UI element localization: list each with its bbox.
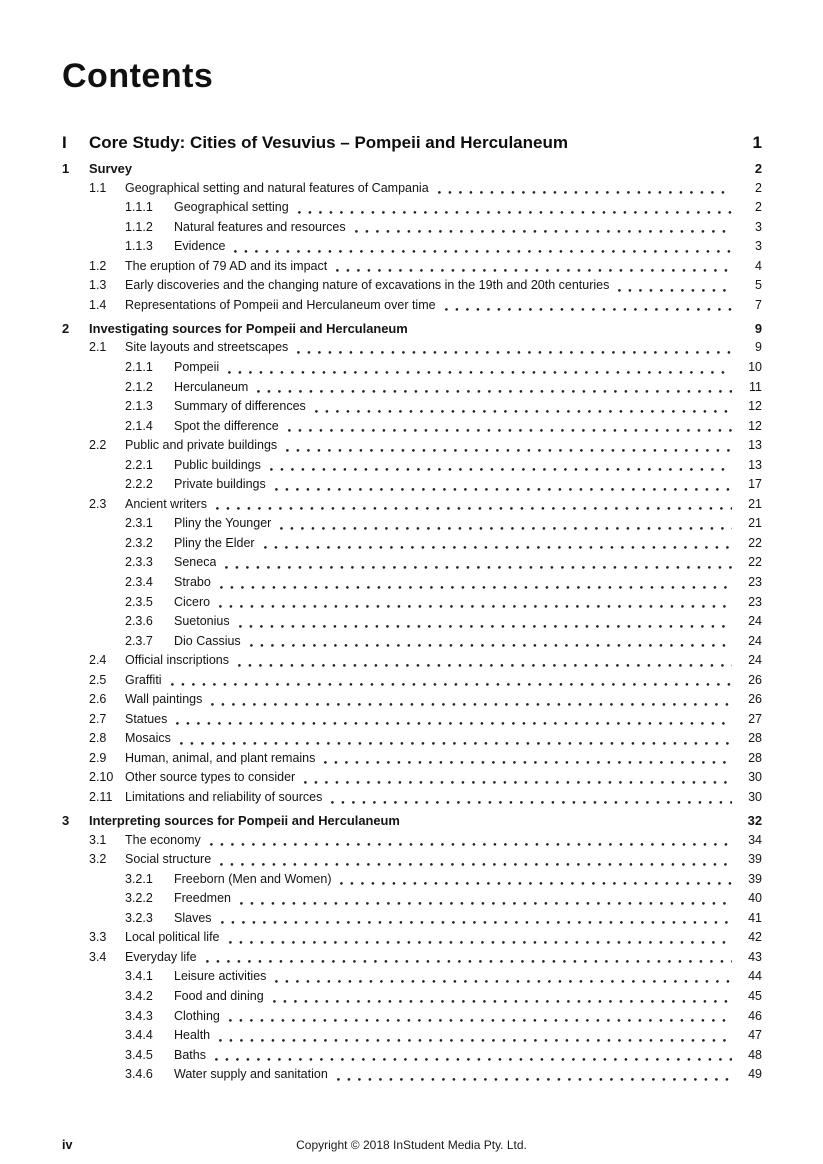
dot-leader — [220, 863, 732, 866]
toc-entry-page: 2 — [755, 180, 762, 195]
toc-entry-number: I — [62, 133, 67, 152]
toc-entry-number: 1.1.3 — [125, 239, 153, 254]
toc-entry-2-5 — [62, 671, 762, 691]
folio-page-number: iv — [62, 1138, 73, 1152]
dot-leader — [273, 1000, 732, 1003]
toc-entry-2-1-4 — [62, 417, 762, 437]
toc-entry-number: 2.5 — [89, 672, 107, 687]
toc-entry-page: 45 — [748, 988, 762, 1003]
toc-entry-1-1-3 — [62, 237, 762, 257]
toc-entry-page: 1 — [752, 133, 762, 152]
toc-entry-3 — [62, 811, 762, 831]
toc-entry-2-6 — [62, 690, 762, 710]
toc-entry-number: 2.9 — [89, 750, 107, 765]
toc-entry-page: 28 — [748, 731, 762, 746]
toc-entry-title: Statues — [125, 711, 168, 726]
toc-entry-1-2 — [62, 257, 762, 277]
toc-entry-title: Slaves — [174, 910, 212, 925]
toc-entry-number: 2.2.1 — [125, 457, 153, 472]
toc-entry-number: 3.4.6 — [125, 1067, 153, 1082]
toc-entry-1-4 — [62, 296, 762, 316]
toc-entry-title: Official inscriptions — [125, 653, 229, 668]
toc-entry-page: 12 — [748, 399, 762, 414]
toc-entry-page: 3 — [755, 219, 762, 234]
dot-leader — [280, 527, 732, 530]
dot-leader — [220, 586, 732, 589]
toc-entry-title: Herculaneum — [174, 379, 249, 394]
dot-leader — [216, 507, 732, 510]
toc-entry-2-2-2 — [62, 475, 762, 495]
toc-entry-page: 42 — [748, 930, 762, 945]
toc-entry-title: Baths — [174, 1047, 206, 1062]
toc-entry-I — [62, 131, 762, 155]
dot-leader — [304, 781, 732, 784]
toc-entry-number: 1 — [62, 161, 70, 176]
toc-entry-2-4 — [62, 651, 762, 671]
toc-entry-2-3-2 — [62, 534, 762, 554]
toc-entry-2-3-5 — [62, 593, 762, 613]
toc-entry-page: 39 — [748, 871, 762, 886]
toc-entry-1-1-1 — [62, 198, 762, 218]
toc-entry-number: 2.1 — [89, 340, 107, 355]
dot-leader — [275, 488, 732, 491]
toc-entry-2-2-1 — [62, 456, 762, 476]
toc-entry-2-9 — [62, 749, 762, 769]
toc-entry-page: 10 — [748, 359, 762, 374]
toc-entry-3-1 — [62, 831, 762, 851]
dot-leader — [240, 902, 732, 905]
toc-entry-3-4-2 — [62, 987, 762, 1007]
toc-entry-number: 2.3.4 — [125, 574, 153, 589]
toc-entry-number: 1.1.2 — [125, 219, 153, 234]
toc-entry-page: 28 — [748, 750, 762, 765]
toc-entry-number: 2.3.7 — [125, 633, 153, 648]
toc-entry-number: 2.4 — [89, 653, 107, 668]
dot-leader — [618, 289, 732, 292]
toc-entry-2-3 — [62, 495, 762, 515]
dot-leader — [176, 722, 732, 725]
toc-entry-page: 32 — [747, 813, 762, 829]
toc-entry-page: 3 — [755, 239, 762, 254]
toc-entry-title: Survey — [89, 161, 132, 176]
toc-entry-title: Natural features and resources — [174, 219, 346, 234]
toc-entry-page: 24 — [748, 633, 762, 648]
toc-entry-title: Health — [174, 1028, 211, 1043]
toc-entry-3-2-1 — [62, 870, 762, 890]
toc-entry-number: 3.4.3 — [125, 1008, 153, 1023]
toc-entry-title: Pliny the Elder — [174, 535, 255, 550]
dot-leader — [340, 882, 732, 885]
toc-entry-3-4-3 — [62, 1007, 762, 1027]
toc-entry-number: 2.11 — [89, 790, 113, 804]
toc-entry-title: Interpreting sources for Pompeii and Herculaneum — [89, 813, 400, 829]
toc-entry-2-11 — [62, 788, 762, 808]
dot-leader — [228, 371, 732, 374]
toc-entry-number: 3.4.2 — [125, 988, 153, 1003]
toc-entry-2-3-1 — [62, 514, 762, 534]
toc-entry-page: 22 — [748, 555, 762, 570]
toc-entry-page: 23 — [748, 574, 762, 589]
toc-entry-page: 30 — [748, 790, 762, 804]
dot-leader — [219, 605, 732, 608]
toc-entry-number: 2.2.2 — [125, 477, 153, 492]
toc-entry-page: 30 — [748, 770, 762, 785]
toc-entry-1 — [62, 159, 762, 179]
toc-entry-title: Everyday life — [125, 949, 197, 964]
toc-entry-2-1 — [62, 338, 762, 358]
toc-entry-number: 3.2.3 — [125, 910, 153, 925]
toc-entry-3-4-6 — [62, 1065, 762, 1085]
toc-entry-title: Summary of differences — [174, 399, 306, 414]
toc-entry-title: Leisure activities — [174, 969, 267, 984]
toc-entry-page: 49 — [748, 1067, 762, 1082]
toc-entry-number: 2.3.1 — [125, 516, 153, 531]
dot-leader — [438, 191, 732, 194]
toc-entry-title: Local political life — [125, 930, 220, 945]
toc-entry-number: 2.1.3 — [125, 399, 153, 414]
toc-entry-page: 26 — [748, 672, 762, 687]
toc-entry-title: Other source types to consider — [125, 770, 296, 785]
toc-entry-title: Spot the difference — [174, 418, 279, 433]
toc-entry-page: 2 — [755, 200, 762, 215]
page-footer — [0, 1138, 823, 1158]
toc-entry-number: 3.3 — [89, 930, 107, 945]
toc-entry-title: Geographical setting — [174, 200, 289, 215]
toc-entry-title: Public buildings — [174, 457, 261, 472]
toc-entry-page: 5 — [755, 278, 762, 293]
toc-entry-number: 1.4 — [89, 297, 107, 312]
toc-entry-page: 23 — [748, 594, 762, 609]
dot-leader — [445, 308, 732, 311]
page-title: Contents — [62, 57, 214, 95]
toc-entry-number: 2.2 — [89, 438, 107, 453]
toc-entry-title: Freedmen — [174, 891, 231, 906]
toc-entry-title: Pliny the Younger — [174, 516, 272, 531]
dot-leader — [331, 801, 732, 804]
dot-leader — [171, 683, 732, 686]
dot-leader — [229, 941, 733, 944]
toc-entry-number: 3.2 — [89, 852, 107, 867]
toc-entry-page: 22 — [748, 535, 762, 550]
toc-entry-number: 1.2 — [89, 258, 107, 273]
toc-entry-title: Seneca — [174, 555, 217, 570]
toc-entry-title: Evidence — [174, 239, 226, 254]
toc-entry-title: Representations of Pompeii and Herculaneum over time — [125, 297, 436, 312]
toc-entry-page: 11 — [749, 379, 762, 394]
toc-entry-number: 2.3.3 — [125, 555, 153, 570]
toc-entry-page: 17 — [748, 477, 762, 492]
toc-entry-title: Water supply and sanitation — [174, 1067, 328, 1082]
toc-entry-number: 3 — [62, 813, 70, 829]
toc-entry-page: 40 — [748, 891, 762, 906]
toc-entry-page: 2 — [754, 161, 762, 176]
toc-entry-3-2-3 — [62, 909, 762, 929]
dot-leader — [288, 429, 732, 432]
toc-entry-title: Cicero — [174, 594, 211, 609]
toc-entry-number: 2.3.5 — [125, 594, 153, 609]
dot-leader — [298, 211, 732, 214]
toc-entry-title: Dio Cassius — [174, 633, 241, 648]
dot-leader — [206, 960, 732, 963]
dot-leader — [324, 761, 732, 764]
dot-leader — [238, 664, 732, 667]
toc-entry-2-2 — [62, 436, 762, 456]
toc-entry-title: Ancient writers — [125, 496, 207, 511]
toc-entry-page: 34 — [748, 832, 762, 847]
dot-leader — [286, 449, 732, 452]
dot-leader — [337, 1078, 732, 1081]
dot-leader — [210, 843, 732, 846]
toc-entry-number: 1.1 — [89, 180, 107, 195]
toc-entry-title: Public and private buildings — [125, 438, 278, 453]
toc-entry-page: 21 — [748, 516, 762, 531]
toc-entry-title: Freeborn (Men and Women) — [174, 871, 332, 886]
dot-leader — [264, 546, 732, 549]
toc-entry-number: 2 — [62, 320, 70, 336]
dot-leader — [270, 468, 732, 471]
toc-entry-number: 3.1 — [89, 832, 107, 847]
toc-entry-2 — [62, 319, 762, 339]
toc-entry-1-3 — [62, 276, 762, 296]
dot-leader — [239, 625, 732, 628]
dot-leader — [275, 980, 732, 983]
toc-entry-3-2 — [62, 850, 762, 870]
toc-entry-number: 2.3.6 — [125, 614, 153, 629]
toc-entry-page: 43 — [748, 949, 762, 964]
toc-entry-number: 1.3 — [89, 278, 107, 293]
toc-entry-page: 4 — [755, 258, 762, 273]
dot-leader — [229, 1019, 732, 1022]
toc-entry-page: 44 — [748, 969, 762, 984]
toc-entry-2-1-3 — [62, 397, 762, 417]
toc-entry-page: 39 — [748, 852, 762, 867]
toc-entry-page: 26 — [748, 692, 762, 707]
toc-entry-page: 47 — [748, 1028, 762, 1043]
toc-entry-2-1-1 — [62, 358, 762, 378]
toc-entry-page: 48 — [748, 1047, 762, 1062]
toc-entry-number: 2.1.1 — [125, 359, 153, 374]
toc-entry-page: 13 — [748, 438, 762, 453]
toc-entry-number: 3.4.5 — [125, 1047, 153, 1062]
toc-entry-2-3-3 — [62, 553, 762, 573]
toc-entry-2-7 — [62, 710, 762, 730]
toc-entry-3-2-2 — [62, 889, 762, 909]
dot-leader — [221, 921, 732, 924]
dot-leader — [234, 250, 732, 253]
dot-leader — [336, 269, 732, 272]
toc-entry-title: Investigating sources for Pompeii and Herculaneum — [89, 320, 408, 336]
toc-entry-number: 3.4.1 — [125, 969, 153, 984]
toc-entry-title: Suetonius — [174, 614, 230, 629]
dot-leader — [355, 230, 732, 233]
copyright-notice: Copyright © 2018 InStudent Media Pty. Ltd. — [296, 1138, 527, 1152]
toc-entry-page: 24 — [748, 653, 762, 668]
toc-entry-2-3-4 — [62, 573, 762, 593]
toc-entry-2-1-2 — [62, 378, 762, 398]
toc-entry-page: 21 — [748, 496, 762, 511]
toc-entry-1-1-2 — [62, 218, 762, 238]
toc-entry-number: 2.1.4 — [125, 418, 153, 433]
toc-entry-title: Early discoveries and the changing nature of excavations in the 19th and 20th centuries — [125, 278, 610, 293]
table-of-contents — [62, 131, 762, 1085]
dot-leader — [297, 351, 732, 354]
toc-entry-number: 2.8 — [89, 731, 107, 746]
toc-entry-number: 2.3 — [89, 496, 107, 511]
toc-entry-number: 2.10 — [89, 770, 114, 785]
toc-entry-title: Graffiti — [125, 672, 162, 687]
toc-entry-3-4 — [62, 948, 762, 968]
toc-entry-number: 3.2.2 — [125, 891, 153, 906]
toc-entry-3-4-1 — [62, 967, 762, 987]
toc-entry-title: Wall paintings — [125, 692, 203, 707]
toc-entry-number: 3.4.4 — [125, 1028, 153, 1043]
toc-entry-title: Limitations and reliability of sources — [125, 790, 323, 804]
toc-entry-number: 3.2.1 — [125, 871, 153, 886]
toc-entry-3-4-5 — [62, 1046, 762, 1066]
toc-entry-2-3-6 — [62, 612, 762, 632]
dot-leader — [257, 390, 732, 393]
toc-entry-title: Pompeii — [174, 359, 220, 374]
toc-entry-page: 41 — [748, 910, 762, 925]
dot-leader — [180, 742, 732, 745]
toc-entry-title: Mosaics — [125, 731, 171, 746]
toc-entry-title: The economy — [125, 832, 201, 847]
toc-entry-title: Social structure — [125, 852, 212, 867]
dot-leader — [250, 644, 732, 647]
toc-entry-number: 1.1.1 — [125, 200, 153, 215]
toc-entry-page: 9 — [755, 340, 762, 355]
toc-entry-number: 2.7 — [89, 711, 107, 726]
dot-leader — [215, 1058, 732, 1061]
toc-entry-title: Human, animal, and plant remains — [125, 750, 316, 765]
toc-entry-3-4-4 — [62, 1026, 762, 1046]
toc-entry-page: 24 — [748, 614, 762, 629]
toc-entry-number: 2.3.2 — [125, 535, 153, 550]
toc-entry-title: Site layouts and streetscapes — [125, 340, 289, 355]
toc-entry-2-8 — [62, 729, 762, 749]
dot-leader — [211, 703, 732, 706]
toc-entry-1-1 — [62, 179, 762, 199]
toc-entry-page: 13 — [748, 457, 762, 472]
toc-entry-2-10 — [62, 768, 762, 788]
toc-entry-number: 2.1.2 — [125, 379, 153, 394]
toc-entry-number: 2.6 — [89, 692, 107, 707]
toc-entry-number: 3.4 — [89, 949, 107, 964]
toc-entry-3-3 — [62, 928, 762, 948]
toc-entry-page: 7 — [755, 297, 762, 312]
toc-entry-title: Food and dining — [174, 988, 264, 1003]
toc-entry-2-3-7 — [62, 632, 762, 652]
dot-leader — [219, 1039, 732, 1042]
toc-entry-page: 12 — [748, 418, 762, 433]
toc-entry-page: 27 — [748, 711, 762, 726]
dot-leader — [225, 566, 732, 569]
toc-entry-title: The eruption of 79 AD and its impact — [125, 258, 328, 273]
toc-entry-title: Clothing — [174, 1008, 220, 1023]
toc-entry-title: Core Study: Cities of Vesuvius – Pompeii and Herculaneum — [89, 133, 568, 152]
toc-entry-title: Geographical setting and natural features of Campania — [125, 180, 429, 195]
toc-entry-title: Private buildings — [174, 477, 266, 492]
dot-leader — [315, 410, 732, 413]
toc-entry-page: 9 — [754, 320, 762, 336]
toc-entry-page: 46 — [748, 1008, 762, 1023]
toc-entry-title: Strabo — [174, 574, 211, 589]
